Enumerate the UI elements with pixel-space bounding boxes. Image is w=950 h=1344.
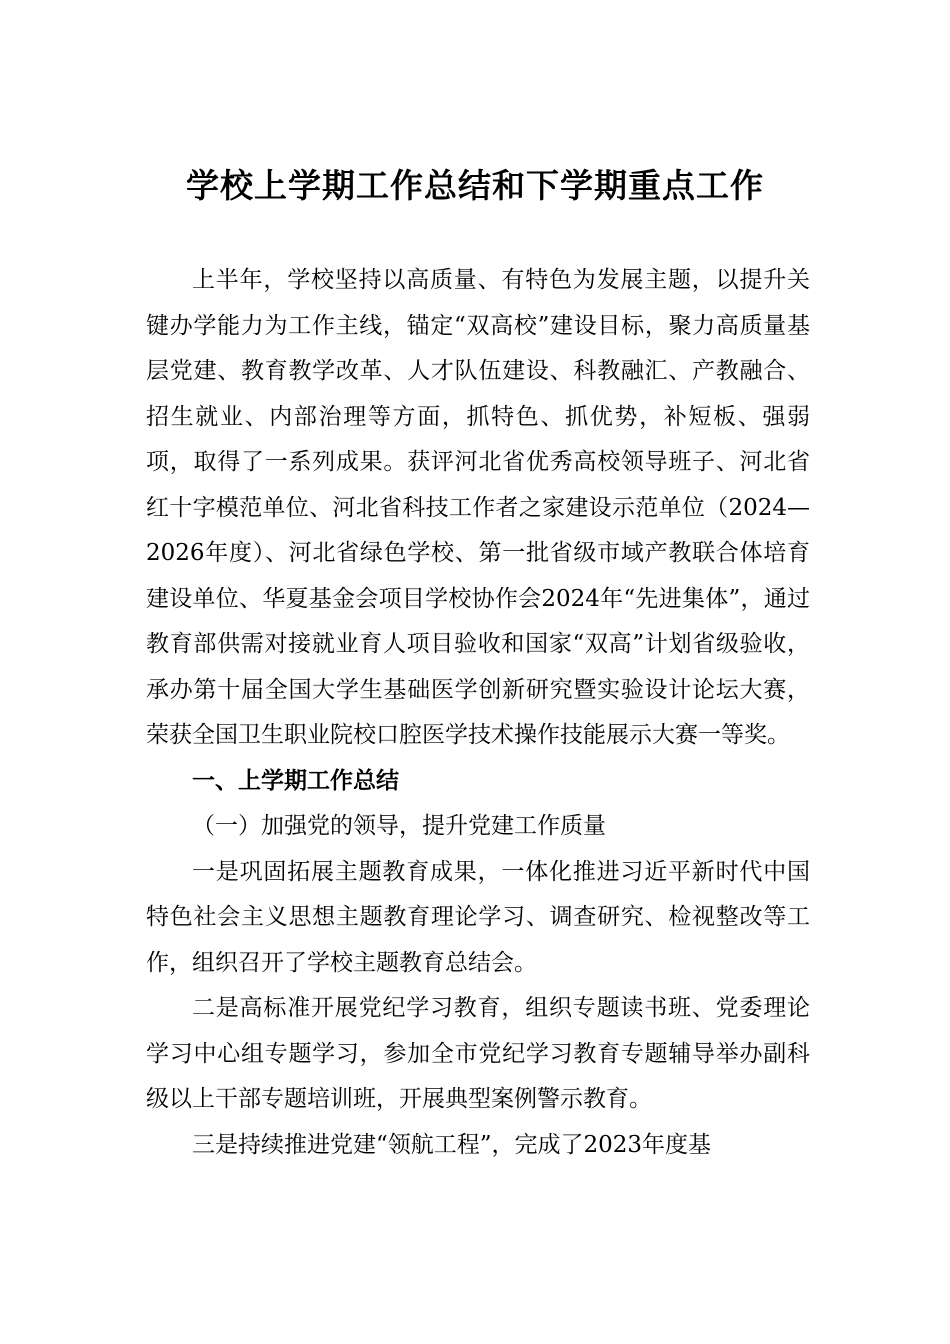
body-paragraph-3: 三是持续推进党建“领航工程”，完成了2023年度基 (192, 1131, 712, 1158)
section-heading: 一、上学期工作总结 (192, 767, 399, 794)
subsection-heading: （一）加强党的领导，提升党建工作质量 (192, 813, 606, 839)
body-paragraph-1: 一是巩固拓展主题教育成果，一体化推进习近平新时代中国特色社会主义思想主题教育理论学习、调查研究、检视整改等工作，组织召开了学校主题教育总结会。 (146, 858, 810, 976)
document-title: 学校上学期工作总结和下学期重点工作 (186, 166, 764, 205)
body-paragraph-2: 二是高标准开展党纪学习教育，组织专题读书班、党委理论学习中心组专题学习，参加全市党纪学习教育专题辅导举办副科级以上干部专题培训班，开展典型案例警示教育。 (146, 995, 810, 1112)
document-body (146, 258, 810, 1168)
intro-paragraph: 上半年，学校坚持以高质量、有特色为发展主题，以提升关键办学能力为工作主线，锚定“双高校”建设目标，聚力高质量基层党建、教育教学改革、人才队伍建设、科教融汇、产教融合、招生就业、内部治理等方面，抓特色、抓优势，补短板、强弱项，取得了一系列成果。获评河北省优秀高校领导班子、河北省红十字模范单位、河北省科技工作者之家建设示范单位（2024—2026年度）、河北省绿色学校、第一批省级市域产教联合体培育建设单位、华夏基金会项目学校协作会2024年“先进集体”，通过教育部供需对接就业育人项目验收和国家“双高”计划省级验收，承办第十届全国大学生基础医学创新研究暨实验设计论坛大赛，荣获全国卫生职业院校口腔医学技术操作技能展示大赛一等奖。 (146, 267, 810, 748)
